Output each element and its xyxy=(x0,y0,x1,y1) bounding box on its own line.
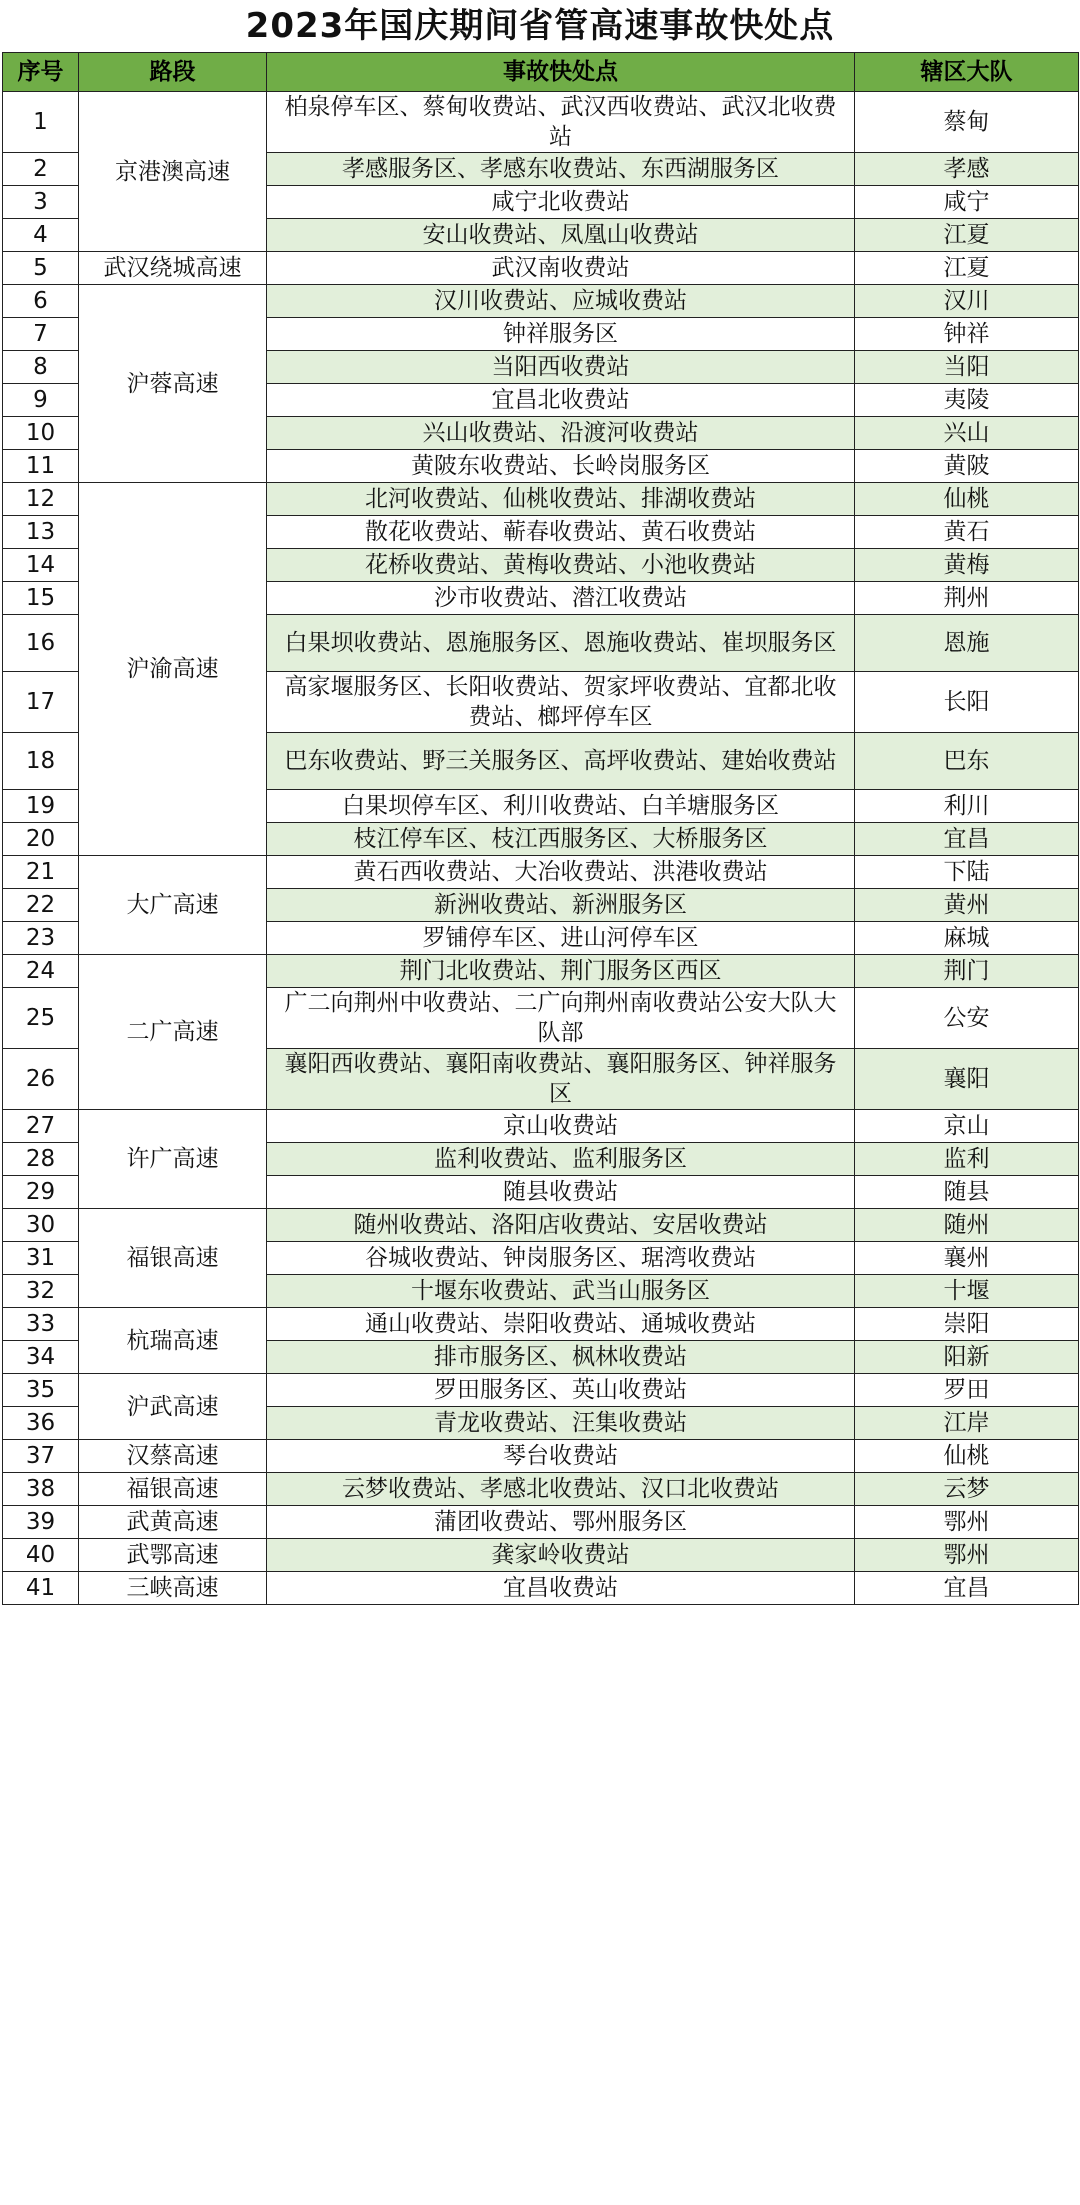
table-row xyxy=(3,1539,1079,1572)
district-team: 孝感 xyxy=(855,153,1079,186)
header-points: 事故快处点 xyxy=(267,53,855,92)
row-number: 29 xyxy=(3,1176,79,1209)
row-number: 27 xyxy=(3,1110,79,1143)
row-number: 18 xyxy=(3,733,79,790)
road-name: 武鄂高速 xyxy=(79,1539,267,1572)
row-number: 36 xyxy=(3,1407,79,1440)
table-row xyxy=(3,285,1079,318)
accident-points: 宜昌收费站 xyxy=(267,1572,855,1605)
page-title: 2023年国庆期间省管高速事故快处点 xyxy=(245,6,835,46)
district-team: 利川 xyxy=(855,790,1079,823)
road-name: 二广高速 xyxy=(79,955,267,1110)
table-row xyxy=(3,1572,1079,1605)
row-number: 10 xyxy=(3,417,79,450)
header-no: 序号 xyxy=(3,53,79,92)
row-number: 14 xyxy=(3,549,79,582)
accident-points: 汉川收费站、应城收费站 xyxy=(267,285,855,318)
row-number: 40 xyxy=(3,1539,79,1572)
district-team: 襄阳 xyxy=(855,1049,1079,1110)
accident-points: 北河收费站、仙桃收费站、排湖收费站 xyxy=(267,483,855,516)
header-team: 辖区大队 xyxy=(855,53,1079,92)
row-number: 26 xyxy=(3,1049,79,1110)
accident-points-table xyxy=(2,52,1079,1605)
row-number: 20 xyxy=(3,823,79,856)
row-number: 35 xyxy=(3,1374,79,1407)
road-name: 沪武高速 xyxy=(79,1374,267,1440)
accident-points: 高家堰服务区、长阳收费站、贺家坪收费站、宜都北收费站、榔坪停车区 xyxy=(267,672,855,733)
accident-points: 沙市收费站、潜江收费站 xyxy=(267,582,855,615)
road-name: 三峡高速 xyxy=(79,1572,267,1605)
accident-points: 谷城收费站、钟岗服务区、琚湾收费站 xyxy=(267,1242,855,1275)
row-number: 23 xyxy=(3,922,79,955)
accident-points: 钟祥服务区 xyxy=(267,318,855,351)
district-team: 恩施 xyxy=(855,615,1079,672)
district-team: 咸宁 xyxy=(855,186,1079,219)
accident-points: 罗田服务区、英山收费站 xyxy=(267,1374,855,1407)
row-number: 32 xyxy=(3,1275,79,1308)
row-number: 30 xyxy=(3,1209,79,1242)
row-number: 17 xyxy=(3,672,79,733)
row-number: 25 xyxy=(3,988,79,1049)
row-number: 1 xyxy=(3,92,79,153)
accident-points: 武汉南收费站 xyxy=(267,252,855,285)
accident-points: 通山收费站、崇阳收费站、通城收费站 xyxy=(267,1308,855,1341)
accident-points: 十堰东收费站、武当山服务区 xyxy=(267,1275,855,1308)
table-row xyxy=(3,1506,1079,1539)
accident-points: 龚家岭收费站 xyxy=(267,1539,855,1572)
accident-points: 咸宁北收费站 xyxy=(267,186,855,219)
accident-points: 云梦收费站、孝感北收费站、汉口北收费站 xyxy=(267,1473,855,1506)
accident-points: 襄阳西收费站、襄阳南收费站、襄阳服务区、钟祥服务区 xyxy=(267,1049,855,1110)
accident-points: 当阳西收费站 xyxy=(267,351,855,384)
accident-points: 散花收费站、蕲春收费站、黄石收费站 xyxy=(267,516,855,549)
road-name: 沪蓉高速 xyxy=(79,285,267,483)
road-name: 京港澳高速 xyxy=(79,92,267,252)
district-team: 兴山 xyxy=(855,417,1079,450)
district-team: 江夏 xyxy=(855,219,1079,252)
district-team: 宜昌 xyxy=(855,1572,1079,1605)
row-number: 41 xyxy=(3,1572,79,1605)
table-row xyxy=(3,92,1079,153)
row-number: 34 xyxy=(3,1341,79,1374)
accident-points: 宜昌北收费站 xyxy=(267,384,855,417)
accident-points: 京山收费站 xyxy=(267,1110,855,1143)
accident-points: 罗铺停车区、进山河停车区 xyxy=(267,922,855,955)
row-number: 16 xyxy=(3,615,79,672)
accident-points: 随州收费站、洛阳店收费站、安居收费站 xyxy=(267,1209,855,1242)
table-row xyxy=(3,856,1079,889)
district-team: 阳新 xyxy=(855,1341,1079,1374)
road-name: 许广高速 xyxy=(79,1110,267,1209)
accident-points: 广二向荆州中收费站、二广向荆州南收费站公安大队大队部 xyxy=(267,988,855,1049)
row-number: 19 xyxy=(3,790,79,823)
table-row xyxy=(3,1374,1079,1407)
row-number: 37 xyxy=(3,1440,79,1473)
row-number: 33 xyxy=(3,1308,79,1341)
road-name: 沪渝高速 xyxy=(79,483,267,856)
accident-points: 兴山收费站、沿渡河收费站 xyxy=(267,417,855,450)
district-team: 汉川 xyxy=(855,285,1079,318)
district-team: 监利 xyxy=(855,1143,1079,1176)
district-team: 江夏 xyxy=(855,252,1079,285)
accident-points: 排市服务区、枫林收费站 xyxy=(267,1341,855,1374)
row-number: 22 xyxy=(3,889,79,922)
district-team: 仙桃 xyxy=(855,483,1079,516)
row-number: 7 xyxy=(3,318,79,351)
district-team: 荆门 xyxy=(855,955,1079,988)
district-team: 黄陂 xyxy=(855,450,1079,483)
road-name: 福银高速 xyxy=(79,1473,267,1506)
road-name: 武汉绕城高速 xyxy=(79,252,267,285)
district-team: 宜昌 xyxy=(855,823,1079,856)
district-team: 京山 xyxy=(855,1110,1079,1143)
table-row xyxy=(3,1308,1079,1341)
header-road: 路段 xyxy=(79,53,267,92)
row-number: 6 xyxy=(3,285,79,318)
row-number: 8 xyxy=(3,351,79,384)
road-name: 汉蔡高速 xyxy=(79,1440,267,1473)
district-team: 当阳 xyxy=(855,351,1079,384)
accident-points: 柏泉停车区、蔡甸收费站、武汉西收费站、武汉北收费站 xyxy=(267,92,855,153)
row-number: 11 xyxy=(3,450,79,483)
row-number: 31 xyxy=(3,1242,79,1275)
district-team: 仙桃 xyxy=(855,1440,1079,1473)
district-team: 荆州 xyxy=(855,582,1079,615)
table-row xyxy=(3,1110,1079,1143)
district-team: 鄂州 xyxy=(855,1539,1079,1572)
accident-points: 监利收费站、监利服务区 xyxy=(267,1143,855,1176)
road-name: 杭瑞高速 xyxy=(79,1308,267,1374)
accident-points: 黄陂东收费站、长岭岗服务区 xyxy=(267,450,855,483)
accident-points: 荆门北收费站、荆门服务区西区 xyxy=(267,955,855,988)
row-number: 2 xyxy=(3,153,79,186)
district-team: 罗田 xyxy=(855,1374,1079,1407)
district-team: 鄂州 xyxy=(855,1506,1079,1539)
road-name: 武黄高速 xyxy=(79,1506,267,1539)
district-team: 崇阳 xyxy=(855,1308,1079,1341)
accident-points: 枝江停车区、枝江西服务区、大桥服务区 xyxy=(267,823,855,856)
row-number: 15 xyxy=(3,582,79,615)
row-number: 38 xyxy=(3,1473,79,1506)
table-row xyxy=(3,483,1079,516)
road-name: 大广高速 xyxy=(79,856,267,955)
row-number: 21 xyxy=(3,856,79,889)
row-number: 28 xyxy=(3,1143,79,1176)
district-team: 下陆 xyxy=(855,856,1079,889)
district-team: 麻城 xyxy=(855,922,1079,955)
district-team: 随县 xyxy=(855,1176,1079,1209)
accident-points: 花桥收费站、黄梅收费站、小池收费站 xyxy=(267,549,855,582)
district-team: 襄州 xyxy=(855,1242,1079,1275)
table-header-row xyxy=(3,53,1079,92)
district-team: 十堰 xyxy=(855,1275,1079,1308)
accident-points: 蒲团收费站、鄂州服务区 xyxy=(267,1506,855,1539)
row-number: 5 xyxy=(3,252,79,285)
row-number: 3 xyxy=(3,186,79,219)
table-row xyxy=(3,1473,1079,1506)
accident-points: 新洲收费站、新洲服务区 xyxy=(267,889,855,922)
row-number: 13 xyxy=(3,516,79,549)
row-number: 4 xyxy=(3,219,79,252)
accident-points: 黄石西收费站、大冶收费站、洪港收费站 xyxy=(267,856,855,889)
district-team: 随州 xyxy=(855,1209,1079,1242)
district-team: 夷陵 xyxy=(855,384,1079,417)
district-team: 云梦 xyxy=(855,1473,1079,1506)
table-row xyxy=(3,1440,1079,1473)
district-team: 长阳 xyxy=(855,672,1079,733)
row-number: 24 xyxy=(3,955,79,988)
district-team: 江岸 xyxy=(855,1407,1079,1440)
district-team: 巴东 xyxy=(855,733,1079,790)
district-team: 公安 xyxy=(855,988,1079,1049)
district-team: 黄州 xyxy=(855,889,1079,922)
accident-points: 青龙收费站、汪集收费站 xyxy=(267,1407,855,1440)
table-row xyxy=(3,955,1079,988)
accident-points: 白果坝停车区、利川收费站、白羊塘服务区 xyxy=(267,790,855,823)
accident-points: 琴台收费站 xyxy=(267,1440,855,1473)
table-row xyxy=(3,1209,1079,1242)
district-team: 黄梅 xyxy=(855,549,1079,582)
table-row xyxy=(3,252,1079,285)
road-name: 福银高速 xyxy=(79,1209,267,1308)
district-team: 钟祥 xyxy=(855,318,1079,351)
table-body xyxy=(3,92,1079,1605)
accident-points: 巴东收费站、野三关服务区、高坪收费站、建始收费站 xyxy=(267,733,855,790)
row-number: 12 xyxy=(3,483,79,516)
accident-points: 孝感服务区、孝感东收费站、东西湖服务区 xyxy=(267,153,855,186)
row-number: 39 xyxy=(3,1506,79,1539)
accident-points: 随县收费站 xyxy=(267,1176,855,1209)
accident-points: 白果坝收费站、恩施服务区、恩施收费站、崔坝服务区 xyxy=(267,615,855,672)
district-team: 黄石 xyxy=(855,516,1079,549)
district-team: 蔡甸 xyxy=(855,92,1079,153)
row-number: 9 xyxy=(3,384,79,417)
accident-points: 安山收费站、凤凰山收费站 xyxy=(267,219,855,252)
